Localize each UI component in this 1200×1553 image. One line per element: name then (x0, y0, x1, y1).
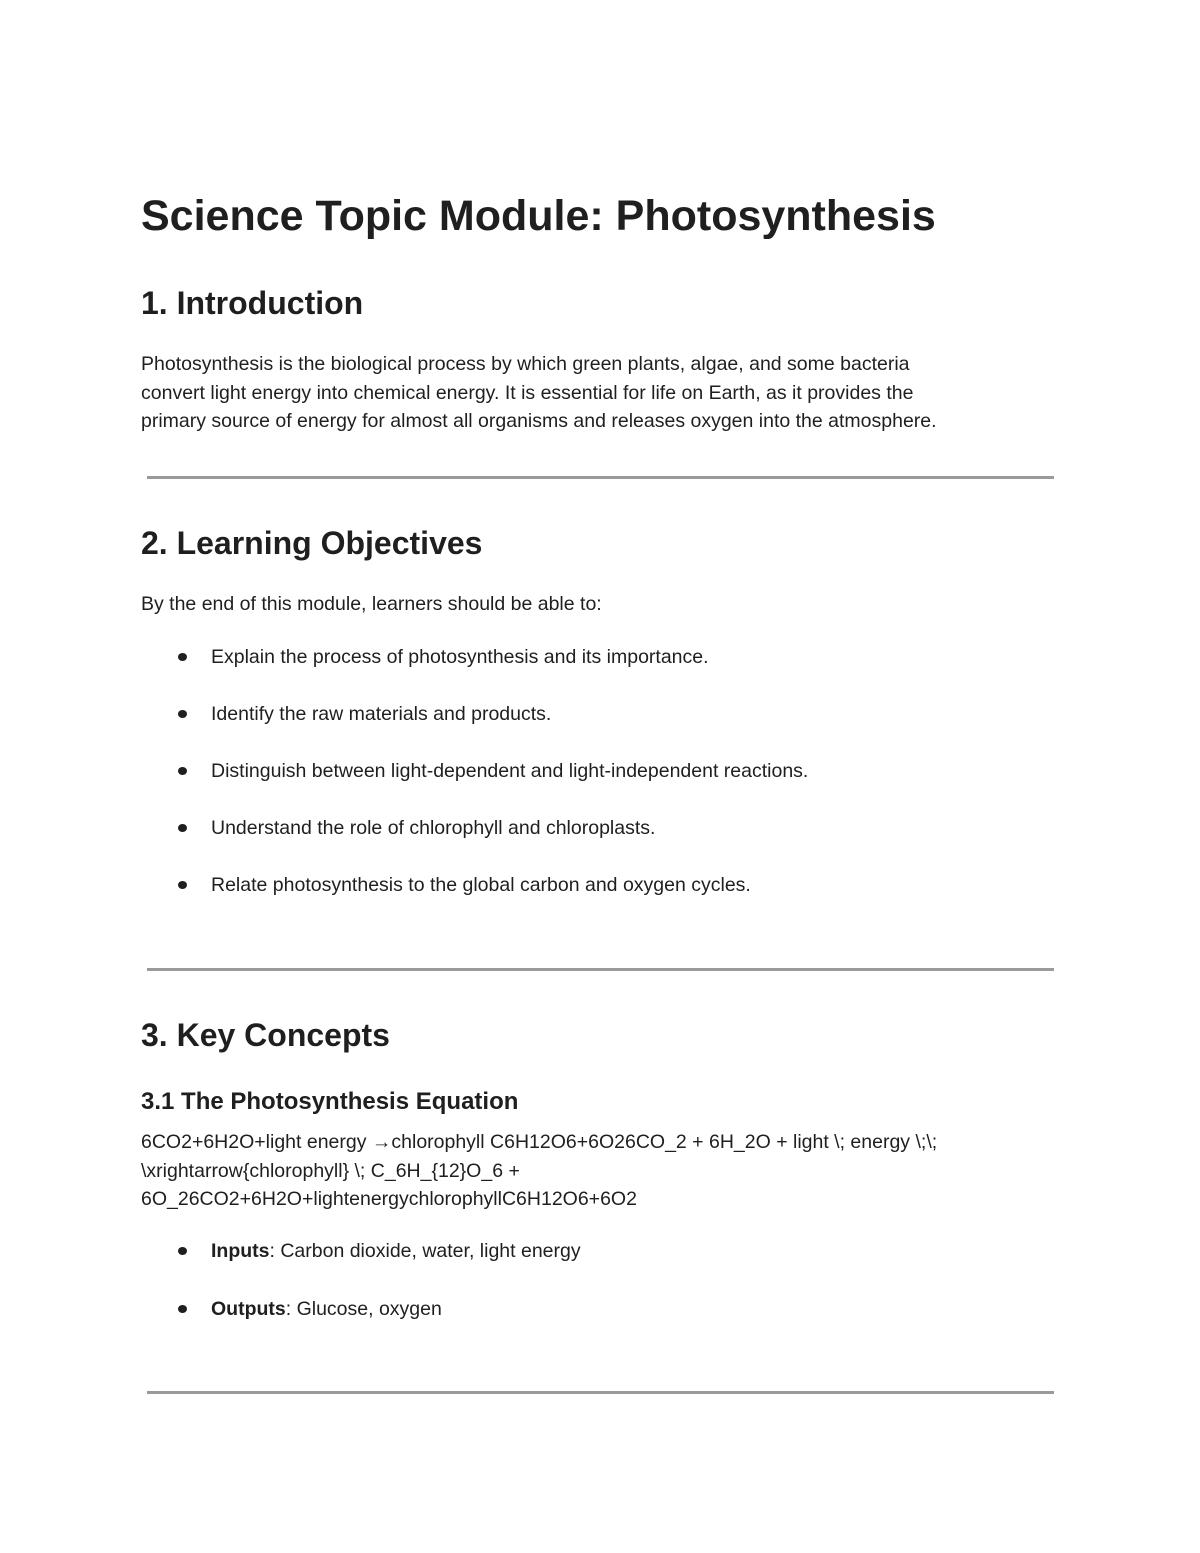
horizontal-divider (147, 476, 1054, 479)
inputs-value: : Carbon dioxide, water, light energy (269, 1240, 581, 1262)
subsection-heading-equation: 3.1 The Photosynthesis Equation (141, 1088, 519, 1115)
bullet-icon (178, 710, 187, 718)
objectives-intro: By the end of this module, learners should be able to: (141, 593, 602, 615)
list-item-text: Explain the process of photosynthesis and its importance. (211, 646, 709, 668)
section-heading-introduction: 1. Introduction (141, 285, 364, 321)
equation-line: \xrightarrow{chlorophyll} \; C_6H_{12}O_6 + (141, 1159, 520, 1182)
equation-text (141, 1128, 937, 1214)
section-heading-key-concepts: 3. Key Concepts (141, 1017, 390, 1053)
list-item-text: Relate photosynthesis to the global carbon and oxygen cycles. (211, 874, 751, 896)
list-item-text: Identify the raw materials and products. (211, 703, 552, 725)
bullet-icon (178, 1247, 187, 1255)
paragraph-line: primary source of energy for almost all organisms and releases oxygen into the atmosphere. (141, 410, 937, 432)
bullet-icon (178, 1305, 187, 1313)
bullet-icon (178, 881, 187, 889)
inputs-label: Inputs (211, 1240, 270, 1262)
horizontal-divider (147, 1391, 1054, 1394)
list-item-text (211, 1238, 581, 1264)
paragraph-line: Photosynthesis is the biological process by which green plants, algae, and some bacteria (141, 353, 910, 375)
equation-line: 6O_26CO2+6H2O+lightenergychlorophyllC6H12O6+6O2 (141, 1188, 637, 1210)
list-item-text: Distinguish between light-dependent and light-independent reactions. (211, 760, 809, 782)
paragraph-line: convert light energy into chemical energy. It is essential for life on Earth, as it provides the (141, 381, 914, 404)
outputs-label: Outputs (211, 1298, 286, 1320)
bullet-icon (178, 824, 187, 832)
list-item-text: Understand the role of chlorophyll and chloroplasts. (211, 817, 656, 839)
section-heading-learning-objectives: 2. Learning Objectives (141, 525, 483, 561)
bullet-icon (178, 767, 187, 775)
list-item-text (211, 1296, 442, 1322)
horizontal-divider (147, 968, 1054, 971)
outputs-value: : Glucose, oxygen (285, 1298, 442, 1320)
introduction-paragraph (141, 350, 937, 436)
bullet-icon (178, 653, 187, 661)
equation-line: 6CO2+6H2O+light energy →chlorophyll C6H12O6+6O26CO_2 + 6H_2O + light \; energy \;\; (141, 1131, 938, 1153)
page-title: Science Topic Module: Photosynthesis (141, 192, 936, 240)
